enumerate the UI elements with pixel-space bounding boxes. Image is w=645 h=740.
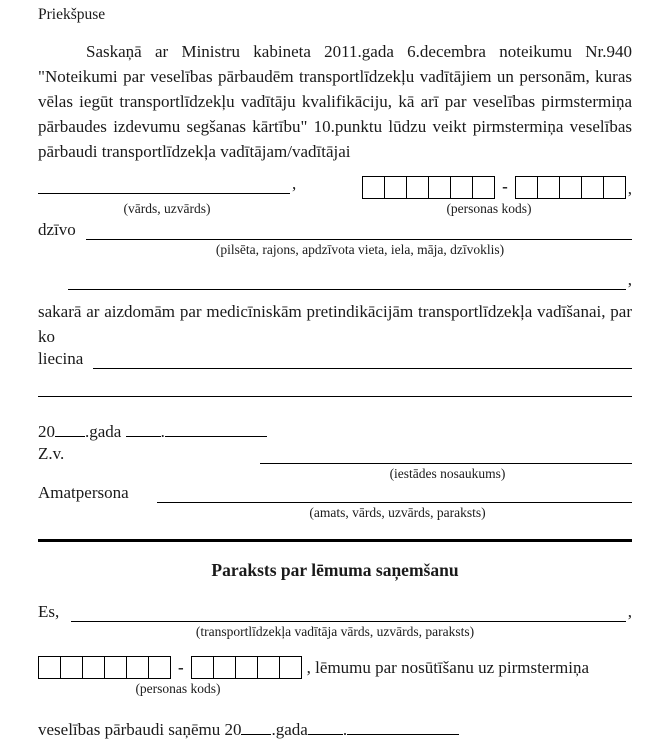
declarant-comma: , bbox=[627, 602, 632, 621]
code-box-cell bbox=[38, 656, 61, 679]
official-row bbox=[38, 483, 632, 503]
personal-code-boxes-first bbox=[362, 176, 495, 199]
date-dot: . bbox=[160, 422, 165, 441]
personal-code-dash: - bbox=[502, 176, 508, 196]
received-dot: . bbox=[342, 720, 348, 739]
residence-caption: (pilsēta, rajons, apdzīvota vieta, iela, māja, dzīvoklis) bbox=[215, 242, 505, 257]
date-day-blank bbox=[126, 419, 161, 437]
name-comma: , bbox=[292, 174, 297, 193]
section-divider bbox=[38, 539, 632, 542]
date-year-prefix: 20 bbox=[38, 422, 55, 441]
declarant-row bbox=[38, 602, 632, 622]
code-box-cell bbox=[235, 656, 258, 679]
code-box-cell bbox=[428, 176, 451, 199]
name-code-captions-row bbox=[38, 201, 632, 216]
code-box-cell bbox=[450, 176, 473, 199]
code-box-cell bbox=[191, 656, 214, 679]
date-row bbox=[38, 419, 632, 442]
code-box-cell bbox=[279, 656, 302, 679]
evidence-blank-field-2 bbox=[38, 396, 632, 397]
residence-blank-field-2 bbox=[68, 272, 626, 290]
seal-label: Z.v. bbox=[38, 444, 65, 463]
residence-row bbox=[38, 220, 632, 240]
code-box-cell bbox=[472, 176, 495, 199]
code-box-cell bbox=[384, 176, 407, 199]
institution-caption: (iestādes nosaukums) bbox=[389, 466, 506, 481]
official-label: Amatpersona bbox=[38, 483, 129, 502]
bottom-personal-code-row bbox=[38, 656, 632, 679]
code-box-cell bbox=[126, 656, 149, 679]
code-box-cell bbox=[82, 656, 105, 679]
date-gada-label: .gada bbox=[85, 422, 122, 441]
received-gada-label: .gada bbox=[271, 720, 308, 739]
residence-label: dzīvo bbox=[38, 220, 76, 239]
personal-code-dash: - bbox=[178, 657, 184, 677]
date-year-blank bbox=[55, 419, 85, 437]
reason-evidence-row bbox=[38, 349, 632, 369]
received-row bbox=[38, 717, 632, 740]
received-year-prefix: 20 bbox=[224, 720, 242, 739]
code-box-cell bbox=[581, 176, 604, 199]
reason-text: sakarā ar aizdomām par medicīniskām pretindikācijām transportlīdzekļa vadīšanai, par ko bbox=[38, 302, 632, 346]
code-box-cell bbox=[213, 656, 236, 679]
name-and-personal-code-row bbox=[38, 174, 632, 199]
personal-code-caption: (personas kods) bbox=[446, 201, 532, 216]
personal-code-boxes-second bbox=[515, 176, 626, 199]
signature-section-heading: Paraksts par lēmuma saņemšanu bbox=[211, 560, 459, 580]
code-box-cell bbox=[104, 656, 127, 679]
code-box-cell bbox=[60, 656, 83, 679]
residence-row-2 bbox=[38, 270, 632, 290]
name-caption: (vārds, uzvārds) bbox=[123, 201, 211, 216]
code-box-cell bbox=[362, 176, 385, 199]
evidence-blank-field bbox=[93, 351, 632, 369]
residence-comma: , bbox=[627, 270, 632, 289]
code-box-cell bbox=[148, 656, 171, 679]
declarant-caption: (transportlīdzekļa vadītāja vārds, uzvārds, paraksts) bbox=[195, 624, 475, 639]
name-blank-field bbox=[38, 176, 290, 194]
received-year-blank bbox=[241, 717, 271, 735]
official-blank-field bbox=[157, 485, 632, 503]
received-day-blank bbox=[308, 717, 343, 735]
code-box-cell bbox=[537, 176, 560, 199]
received-month-blank bbox=[347, 717, 459, 735]
personal-code-comma: , bbox=[627, 179, 632, 198]
code-box-cell bbox=[559, 176, 582, 199]
page-side-label: Priekšpuse bbox=[38, 6, 106, 23]
institution-blank-field bbox=[260, 446, 632, 464]
decision-text: , lēmumu par nosūtīšanu uz pirmstermiņa bbox=[306, 657, 590, 677]
personal-code-caption: (personas kods) bbox=[135, 681, 221, 696]
seal-and-institution-row bbox=[38, 444, 632, 464]
evidence-label: liecina bbox=[38, 349, 84, 368]
personal-code-boxes-first bbox=[38, 656, 171, 679]
official-caption: (amats, vārds, uzvārds, paraksts) bbox=[309, 505, 486, 520]
personal-code-boxes-second bbox=[191, 656, 302, 679]
date-month-blank bbox=[165, 419, 267, 437]
residence-blank-field bbox=[86, 222, 632, 240]
received-text: veselības pārbaudi saņēmu bbox=[38, 720, 221, 739]
declarant-label: Es, bbox=[38, 602, 60, 621]
code-box-cell bbox=[406, 176, 429, 199]
code-box-cell bbox=[515, 176, 538, 199]
declarant-blank-field bbox=[71, 604, 626, 622]
intro-paragraph: Saskaņā ar Ministru kabineta 2011.gada 6.decembra noteikumu Nr.940 "Noteikumi par veselības pārbaudēm transportlīdzekļu vadītājiem un personām, kuras vēlas iegūt transportlīdzekļu vadītāju kvalifikāciju, kā arī par veselības pirmstermiņa pārbaudes izdevumu segšanas kārtību" 10.punktu lūdzu veikt pirmstermiņa veselības pārbaudi transportlīdzekļa vadītājam/vadītājai bbox=[38, 42, 632, 161]
code-box-cell bbox=[603, 176, 626, 199]
code-box-cell bbox=[257, 656, 280, 679]
